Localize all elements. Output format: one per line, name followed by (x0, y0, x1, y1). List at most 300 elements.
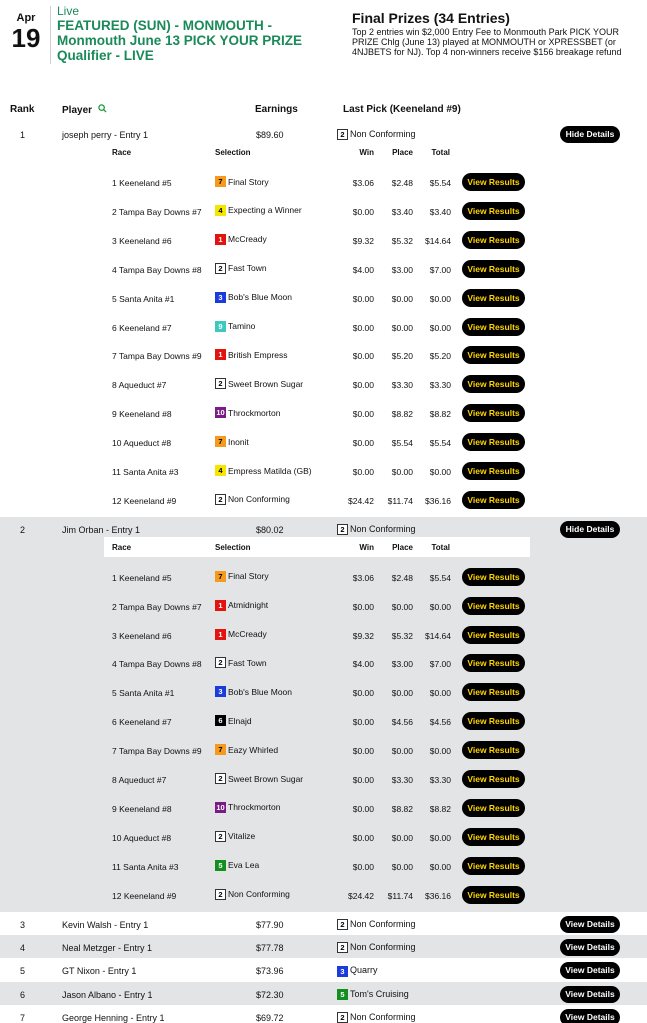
pick-horse: Throckmorton (228, 802, 281, 813)
pick-total: $0.00 (429, 861, 451, 872)
pick-selection (215, 629, 267, 640)
pick-selection (215, 715, 252, 726)
view-results-button[interactable]: View Results (462, 404, 525, 422)
pick-race: 2 Tampa Bay Downs #7 (112, 601, 202, 612)
entry-earnings: $72.30 (256, 989, 284, 1000)
view-results-button[interactable]: View Results (462, 770, 525, 788)
pick-win: $24.42 (348, 495, 374, 506)
pick-horse: McCready (228, 234, 267, 245)
program-number-badge: 6 (215, 715, 226, 726)
pick-row (0, 594, 647, 623)
pick-place: $3.30 (391, 380, 413, 391)
pick-race: 12 Keeneland #9 (112, 890, 177, 901)
program-number-badge: 7 (215, 176, 226, 187)
pick-win: $0.00 (352, 293, 374, 304)
entry-last-pick (337, 942, 416, 953)
pick-place: $5.54 (391, 438, 413, 449)
pick-horse: Sweet Brown Sugar (228, 773, 304, 784)
pick-race: 5 Santa Anita #1 (112, 293, 175, 304)
pick-race: 11 Santa Anita #3 (112, 467, 179, 477)
entry-last-pick (337, 129, 416, 140)
pick-place: $11.74 (387, 890, 413, 901)
view-results-button[interactable]: View Results (462, 202, 525, 220)
pick-horse: Expecting a Winner (228, 205, 302, 216)
earnings-column-header: Earnings (255, 104, 298, 115)
pick-race: 1 Keeneland #5 (112, 572, 172, 583)
pick-race: 8 Aqueduct #7 (112, 380, 167, 391)
pick-place: $5.20 (391, 351, 413, 362)
pick-selection (215, 378, 303, 389)
last-pick-horse: Non Conforming (350, 523, 416, 534)
pick-row (0, 854, 647, 883)
pick-win: $0.00 (352, 380, 374, 391)
detail-header-race: Race (112, 148, 132, 157)
pick-race: 4 Tampa Bay Downs #8 (112, 659, 202, 670)
pick-total: $36.16 (425, 495, 451, 506)
view-results-button[interactable]: View Results (462, 857, 525, 875)
pick-win: $0.00 (352, 832, 374, 843)
view-results-button[interactable]: View Results (462, 828, 525, 846)
program-number-badge: 1 (215, 349, 226, 360)
entry-last-pick (337, 965, 378, 976)
pick-place: $3.00 (391, 659, 413, 670)
pick-win: $4.00 (352, 659, 374, 670)
pick-win: $24.42 (348, 890, 374, 901)
pick-row (0, 883, 647, 912)
program-number-badge: 2 (215, 831, 226, 842)
entry-player[interactable]: Jason Albano - Entry 1 (62, 989, 153, 1000)
entry-earnings: $73.96 (256, 966, 284, 977)
pick-total: $3.40 (429, 206, 451, 217)
detail-header-selection: Selection (215, 542, 251, 552)
entry-row-expanded (0, 517, 647, 912)
entry-earnings: $80.02 (256, 524, 284, 535)
pick-selection (215, 802, 280, 813)
event-header (0, 0, 647, 78)
view-results-button[interactable]: View Results (462, 683, 525, 701)
pick-win: $0.00 (352, 322, 374, 333)
pick-race: 6 Keeneland #7 (112, 717, 172, 728)
pick-win: $0.00 (352, 438, 374, 449)
pick-row (0, 738, 647, 767)
pick-selection (215, 465, 312, 476)
pick-horse: Throckmorton (228, 407, 281, 418)
pick-horse: Non Conforming (228, 494, 290, 505)
pick-selection (215, 773, 303, 784)
pick-selection (215, 831, 255, 842)
program-number-badge: 2 (215, 657, 226, 668)
player-column-label: Player (62, 105, 93, 116)
detail-header-selection: Selection (215, 148, 251, 157)
pick-selection (215, 686, 292, 697)
program-number-badge: 3 (337, 966, 348, 977)
pick-win: $0.00 (352, 351, 374, 362)
pick-win: $0.00 (352, 861, 374, 872)
pick-selection (215, 889, 290, 900)
view-details-button[interactable]: View Details (560, 1009, 620, 1023)
pick-place: $0.00 (391, 688, 413, 699)
entry-row-expanded (0, 122, 647, 517)
pick-total: $0.00 (429, 293, 451, 304)
entry-row (0, 912, 647, 935)
pick-horse: Sweet Brown Sugar (228, 378, 304, 389)
last-pick-horse: Non Conforming (350, 1012, 416, 1023)
pick-selection (215, 176, 269, 187)
pick-horse: Bob's Blue Moon (228, 292, 292, 303)
pick-place: $8.82 (391, 803, 413, 814)
pick-total: $3.30 (429, 380, 451, 391)
pick-total: $5.54 (429, 572, 451, 583)
prizes-description: Top 2 entries win $2,000 Entry Fee to Monmouth Park PICK YOUR PRIZE Chlg (June 13) played at MONMOUTH or XPRESSBET (or 4NJBETS for NJ). Top 4 non-winners receive $156 breakage refund (352, 27, 622, 57)
pick-total: $7.00 (429, 659, 451, 670)
view-results-button[interactable]: View Results (462, 433, 525, 451)
pick-win: $3.06 (352, 572, 374, 583)
program-number-badge: 3 (215, 686, 226, 697)
pick-horse: Eazy Whirled (228, 744, 279, 755)
program-number-badge: 2 (215, 263, 226, 274)
last-pick-column-header: Last Pick (Keeneland #9) (343, 104, 461, 115)
entry-rank: 3 (20, 919, 26, 930)
program-number-badge: 2 (215, 378, 226, 389)
view-results-button[interactable]: View Results (462, 626, 525, 644)
pick-horse: Eva Lea (228, 860, 260, 871)
entry-row (0, 958, 647, 981)
pick-row (0, 343, 647, 372)
pick-total: $0.00 (429, 601, 451, 612)
entry-earnings: $89.60 (256, 130, 284, 140)
pick-total: $14.64 (425, 630, 451, 641)
pick-total: $8.82 (429, 803, 451, 814)
search-icon[interactable] (98, 104, 107, 113)
pick-place: $0.00 (391, 746, 413, 757)
last-pick-horse: Quarry (350, 965, 378, 976)
pick-row (0, 680, 647, 709)
pick-horse: Final Story (228, 571, 269, 582)
pick-race: 10 Aqueduct #8 (112, 832, 172, 843)
view-results-button[interactable]: View Results (462, 462, 525, 480)
event-day: 19 (11, 23, 41, 53)
pick-row (0, 430, 647, 459)
pick-horse: Bob's Blue Moon (228, 686, 292, 697)
pick-horse: Vitalize (228, 831, 256, 842)
entry-row (0, 1005, 647, 1023)
pick-race: 6 Keeneland #7 (112, 322, 172, 333)
view-results-button[interactable]: View Results (462, 346, 525, 364)
pick-race: 11 Santa Anita #3 (112, 861, 179, 872)
pick-win: $0.00 (352, 601, 374, 612)
pick-horse: Non Conforming (228, 889, 290, 900)
pick-row (0, 315, 647, 344)
pick-row (0, 257, 647, 286)
view-details-button[interactable]: View Details (560, 916, 620, 933)
pick-win: $0.00 (352, 775, 374, 786)
program-number-badge: 7 (215, 571, 226, 582)
pick-place: $0.00 (391, 601, 413, 612)
pick-race: 3 Keeneland #6 (112, 235, 172, 246)
pick-horse: Tamino (228, 321, 256, 331)
entry-player[interactable]: Jim Orban - Entry 1 (62, 524, 141, 535)
last-pick-horse: Non Conforming (350, 942, 416, 952)
event-info (57, 4, 342, 63)
program-number-badge: 2 (337, 919, 348, 930)
pick-row (0, 651, 647, 680)
pick-selection (215, 263, 267, 274)
pick-row (0, 286, 647, 315)
pick-selection (215, 494, 290, 505)
pick-row (0, 170, 647, 199)
pick-win: $9.32 (352, 235, 374, 246)
entry-player[interactable]: Neal Metzger - Entry 1 (62, 943, 153, 953)
entry-player[interactable]: George Henning - Entry 1 (62, 1013, 165, 1023)
pick-race: 4 Tampa Bay Downs #8 (112, 264, 202, 275)
pick-place: $5.32 (391, 630, 413, 641)
entry-earnings: $77.78 (256, 943, 284, 953)
pick-win: $0.00 (352, 409, 374, 420)
entry-earnings: $69.72 (256, 1013, 284, 1023)
pick-win: $0.00 (352, 467, 374, 477)
pick-selection (215, 349, 288, 360)
detail-header-place: Place (392, 542, 413, 552)
pick-selection (215, 860, 259, 871)
entry-rank: 1 (20, 130, 26, 140)
pick-place: $4.56 (391, 717, 413, 728)
pick-race: 1 Keeneland #5 (112, 178, 172, 188)
entry-row (0, 935, 647, 958)
program-number-badge: 5 (215, 860, 226, 871)
pick-selection (215, 407, 280, 418)
pick-win: $0.00 (352, 206, 374, 217)
view-results-button[interactable]: View Results (462, 491, 525, 509)
pick-race: 12 Keeneland #9 (112, 495, 177, 506)
pick-total: $14.64 (425, 235, 451, 246)
entry-player[interactable]: Kevin Walsh - Entry 1 (62, 919, 149, 930)
pick-selection (215, 205, 302, 216)
pick-horse: Fast Town (228, 657, 267, 668)
pick-place: $0.00 (391, 832, 413, 843)
view-results-button[interactable]: View Results (462, 231, 525, 249)
hide-details-button[interactable]: Hide Details (560, 126, 620, 143)
pick-race: 7 Tampa Bay Downs #9 (112, 351, 202, 362)
pick-total: $5.20 (429, 351, 451, 362)
pick-total: $5.54 (429, 178, 451, 188)
view-results-button[interactable]: View Results (462, 741, 525, 759)
entry-last-pick (337, 1012, 416, 1023)
pick-row (0, 372, 647, 401)
entry-last-pick (337, 524, 416, 535)
pick-total: $36.16 (425, 890, 451, 901)
prizes-title: Final Prizes (34 Entries) (352, 10, 510, 26)
view-results-button[interactable]: View Results (462, 712, 525, 730)
view-results-button[interactable]: View Results (462, 289, 525, 307)
pick-horse: Atmidnight (228, 600, 269, 611)
pick-place: $11.74 (387, 495, 413, 506)
detail-header-background (104, 537, 530, 557)
pick-selection (215, 571, 269, 582)
pick-row (0, 228, 647, 257)
program-number-badge: 1 (215, 629, 226, 640)
view-results-button[interactable]: View Results (462, 568, 525, 586)
pick-total: $5.54 (429, 438, 451, 449)
pick-race: 8 Aqueduct #7 (112, 775, 167, 786)
view-details-button[interactable]: View Details (560, 939, 620, 956)
program-number-badge: 2 (337, 942, 348, 953)
pick-row (0, 459, 647, 488)
pick-selection (215, 600, 268, 611)
pick-place: $3.40 (391, 206, 413, 217)
pick-horse: Inonit (228, 436, 249, 447)
pick-win: $0.00 (352, 746, 374, 757)
pick-total: $8.82 (429, 409, 451, 420)
entry-last-pick (337, 989, 409, 1000)
pick-total: $7.00 (429, 264, 451, 275)
program-number-badge: 5 (337, 989, 348, 1000)
pick-win: $3.06 (352, 178, 374, 188)
pick-row (0, 565, 647, 594)
entry-row (0, 982, 647, 1005)
pick-selection (215, 657, 267, 668)
pick-win: $0.00 (352, 717, 374, 728)
pick-horse: Empress Matilda (GB) (228, 465, 312, 476)
program-number-badge: 7 (215, 744, 226, 755)
event-month: Apr (16, 12, 36, 24)
pick-place: $8.82 (391, 409, 413, 420)
pick-place: $2.48 (391, 572, 413, 583)
pick-selection (215, 292, 292, 303)
pick-total: $0.00 (429, 746, 451, 757)
pick-place: $3.30 (391, 775, 413, 786)
last-pick-horse: Non Conforming (350, 918, 416, 929)
pick-total: $0.00 (429, 688, 451, 699)
pick-win: $9.32 (352, 630, 374, 641)
view-results-button[interactable]: View Results (462, 375, 525, 393)
pick-selection (215, 436, 249, 447)
pick-race: 10 Aqueduct #8 (112, 438, 172, 449)
detail-header-total: Total (431, 148, 450, 157)
pick-row (0, 401, 647, 430)
rank-column-header: Rank (10, 104, 35, 115)
pick-place: $0.00 (391, 293, 413, 304)
pick-race: 2 Tampa Bay Downs #7 (112, 206, 202, 217)
pick-win: $0.00 (352, 688, 374, 699)
header-divider (50, 6, 51, 64)
pick-race: 9 Keeneland #8 (112, 803, 172, 814)
view-results-button[interactable]: View Results (462, 886, 525, 904)
pick-place: $2.48 (391, 178, 413, 188)
program-number-badge: 3 (215, 292, 226, 303)
pick-row (0, 709, 647, 738)
entry-rank: 7 (20, 1013, 26, 1023)
view-details-button[interactable]: View Details (560, 986, 620, 1003)
pick-total: $0.00 (429, 322, 451, 333)
pick-row (0, 488, 647, 517)
entry-earnings: $77.90 (256, 919, 284, 930)
pick-total: $3.30 (429, 775, 451, 786)
program-number-badge: 1 (215, 234, 226, 245)
pick-row (0, 825, 647, 854)
pick-row (0, 623, 647, 652)
detail-header-total: Total (431, 542, 450, 552)
view-details-button[interactable]: View Details (560, 962, 620, 979)
program-number-badge: 2 (337, 1012, 348, 1023)
program-number-badge: 1 (215, 600, 226, 611)
view-results-button[interactable]: View Results (462, 260, 525, 278)
view-results-button[interactable]: View Results (462, 799, 525, 817)
pick-total: $0.00 (429, 467, 451, 477)
pick-place: $3.00 (391, 264, 413, 275)
hide-details-button[interactable]: Hide Details (560, 521, 620, 538)
entry-player[interactable]: joseph perry - Entry 1 (62, 130, 149, 140)
program-number-badge: 9 (215, 321, 226, 332)
pick-total: $4.56 (429, 717, 451, 728)
program-number-badge: 10 (216, 408, 225, 418)
view-results-button[interactable]: View Results (462, 654, 525, 672)
detail-header-win: Win (359, 542, 374, 552)
live-status: Live (57, 4, 80, 18)
entry-last-pick (337, 919, 416, 930)
detail-header-race: Race (112, 542, 132, 552)
pick-race: 7 Tampa Bay Downs #9 (112, 746, 202, 757)
pick-win: $0.00 (352, 803, 374, 814)
player-column-header[interactable] (62, 104, 107, 116)
detail-header-win: Win (359, 148, 374, 157)
prizes-info (352, 10, 642, 57)
pick-win: $4.00 (352, 264, 374, 275)
pick-horse: Final Story (228, 176, 269, 187)
pick-horse: British Empress (228, 349, 288, 360)
program-number-badge: 4 (215, 465, 226, 476)
pick-horse: Fast Town (228, 263, 267, 274)
entry-rank: 5 (20, 966, 26, 977)
view-results-button[interactable]: View Results (462, 318, 525, 336)
last-pick-horse: Tom's Cruising (350, 988, 409, 999)
detail-header-place: Place (392, 148, 413, 157)
program-number-badge: 2 (337, 129, 348, 140)
entry-rank: 2 (20, 524, 26, 535)
pick-place: $0.00 (391, 322, 413, 333)
program-number-badge: 4 (215, 205, 226, 216)
pick-horse: Elnajd (228, 715, 252, 726)
program-number-badge: 10 (216, 802, 225, 812)
pick-horse: McCready (228, 629, 267, 640)
pick-row (0, 796, 647, 825)
pick-place: $0.00 (391, 467, 413, 477)
pick-place: $0.00 (391, 861, 413, 872)
pick-race: 3 Keeneland #6 (112, 630, 172, 641)
pick-total: $0.00 (429, 832, 451, 843)
pick-race: 9 Keeneland #8 (112, 409, 172, 420)
program-number-badge: 2 (215, 773, 226, 784)
event-title: FEATURED (SUN) - MONMOUTH - Monmouth June 13 PICK YOUR PRIZE Qualifier - LIVE (57, 18, 303, 63)
pick-selection (215, 321, 255, 332)
program-number-badge: 7 (215, 436, 226, 447)
view-results-button[interactable]: View Results (462, 597, 525, 615)
pick-row (0, 199, 647, 228)
program-number-badge: 2 (215, 494, 226, 505)
pick-place: $5.32 (391, 235, 413, 246)
program-number-badge: 2 (337, 524, 348, 535)
entry-player[interactable]: GT Nixon - Entry 1 (62, 966, 137, 977)
last-pick-horse: Non Conforming (350, 129, 416, 139)
pick-selection (215, 234, 267, 245)
pick-selection (215, 744, 278, 755)
program-number-badge: 2 (215, 889, 226, 900)
entry-rank: 6 (20, 989, 26, 1000)
event-date (8, 12, 44, 52)
entry-rank: 4 (20, 943, 26, 953)
pick-row (0, 767, 647, 796)
pick-race: 5 Santa Anita #1 (112, 688, 175, 699)
view-results-button[interactable]: View Results (462, 173, 525, 191)
